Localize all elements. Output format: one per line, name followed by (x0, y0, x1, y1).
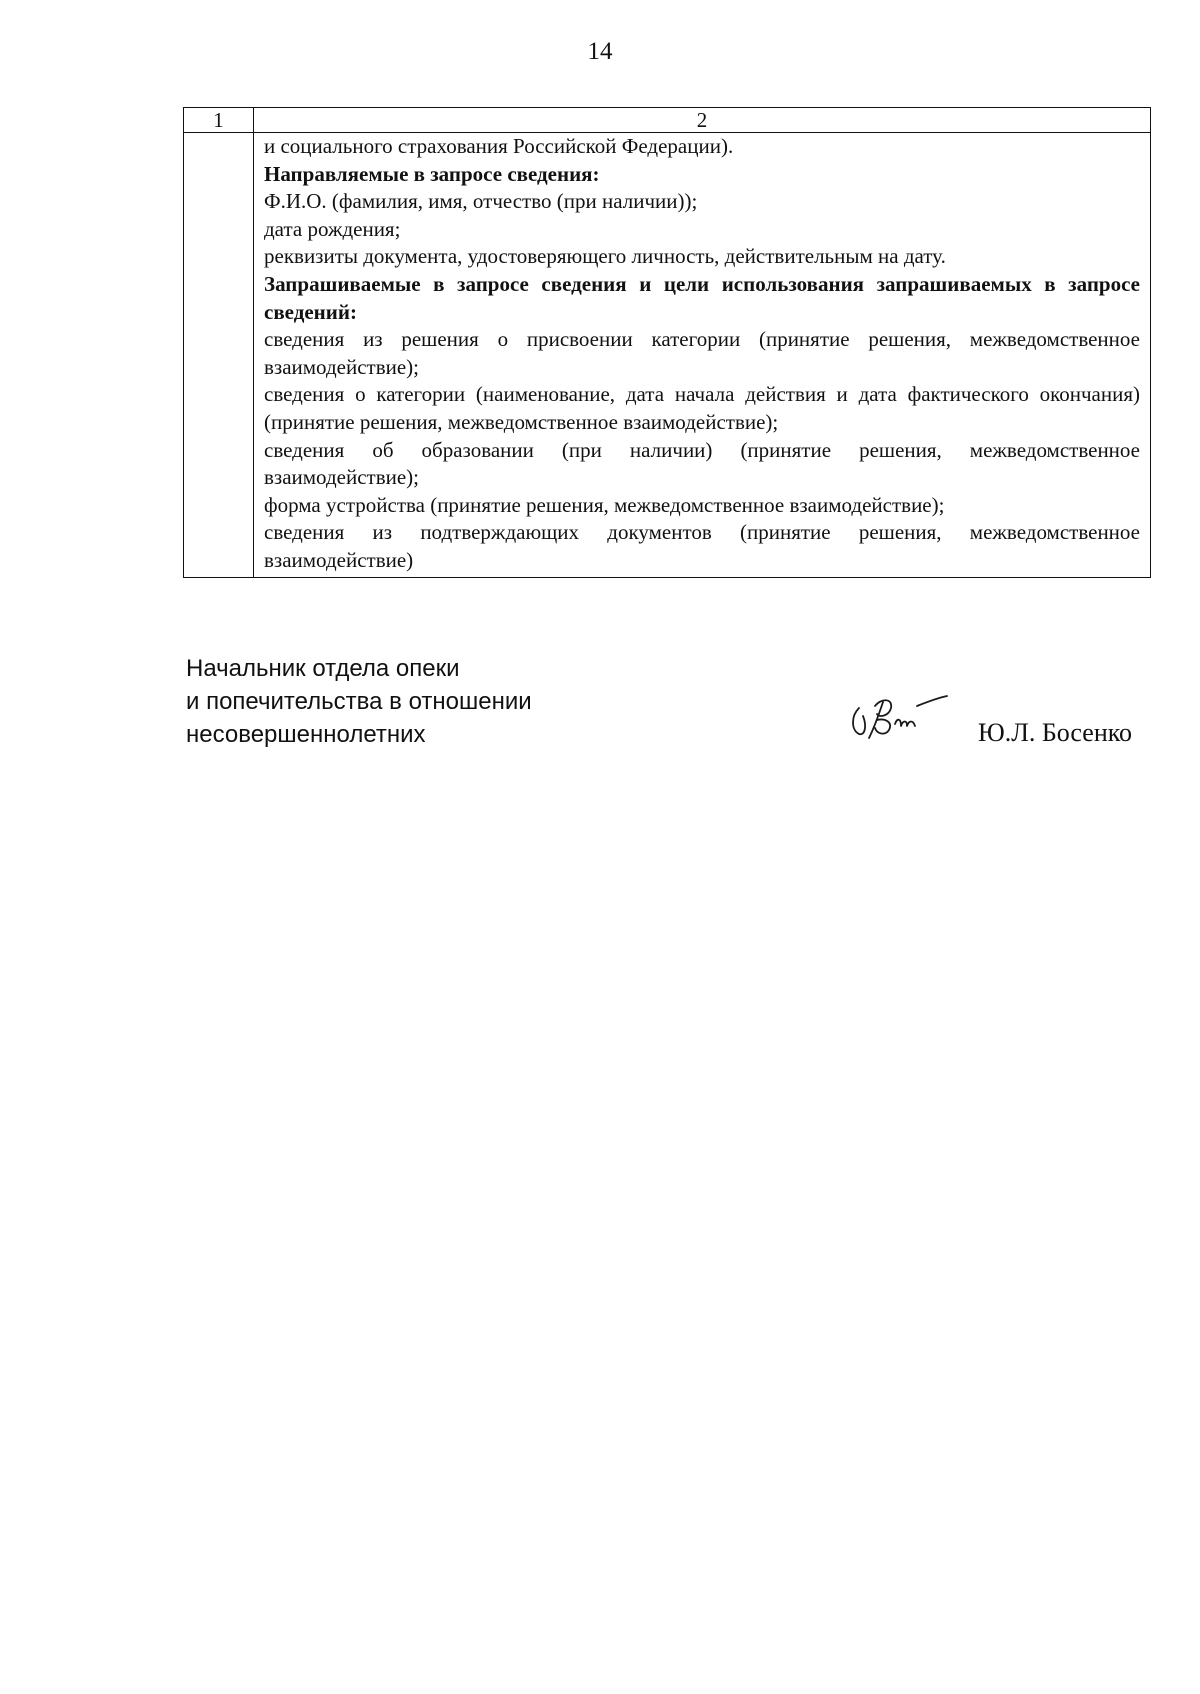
table-cell-content (254, 133, 1151, 578)
paragraph-continuation: и социального страхования Российской Федерации). (264, 134, 734, 158)
page-number: 14 (587, 38, 613, 65)
heading-sent-data: Направляемые в запросе сведения: (264, 161, 600, 186)
signer-position-line: и попечительства в отношении (186, 688, 532, 715)
item-education: сведения об образовании (при наличии) (принятие решения, межведомственное взаимодействие); (264, 437, 1140, 490)
table-cell-empty (184, 133, 254, 578)
table-header-col-2: 2 (254, 108, 1151, 133)
signer-position (186, 652, 532, 751)
table-row (184, 133, 1151, 578)
item-full-name: Ф.И.О. (фамилия, имя, отчество (при наличии)); (264, 189, 698, 214)
heading-requested-data: Запрашиваемые в запросе сведения и цели использования запрашиваемых в запросе сведений: (264, 271, 1140, 324)
table-header-row (184, 108, 1151, 133)
item-id-document: реквизиты документа, удостоверяющего личность, действительным на дату. (264, 244, 946, 269)
requirements-table (183, 107, 1151, 578)
table-header-col-1: 1 (184, 108, 254, 133)
item-birth-date: дата рождения; (264, 216, 401, 241)
item-category-decision: сведения из решения о присвоении категории (принятие решения, межведомственное взаимодействие); (264, 327, 1140, 379)
item-placement-form: форма устройства (принятие решения, межведомственное взаимодействие); (264, 492, 945, 517)
signer-name: Ю.Л. Босенко (978, 718, 1133, 747)
signer-position-line: несовершеннолетних (186, 721, 426, 748)
handwritten-signature (845, 688, 965, 748)
item-category-info: сведения о категории (наименование, дата начала действия и дата фактического окончания) (принятие решения, межведомственное взаимодействие); (264, 382, 1140, 434)
item-supporting-documents: сведения из подтверждающих документов (принятие решения, межведомственное взаимодействие) (264, 520, 1140, 572)
signer-position-line: Начальник отдела опеки (186, 655, 460, 682)
